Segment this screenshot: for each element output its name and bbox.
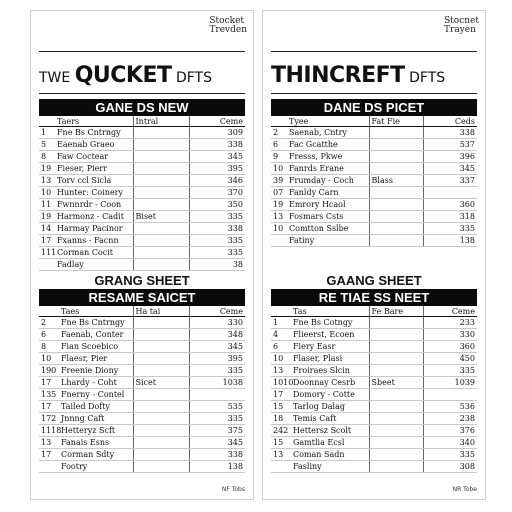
row-name: Fwnnrdr - Coon (55, 199, 133, 211)
row-value: 335 (189, 413, 245, 425)
row-mid (369, 223, 423, 235)
row-number: 6 (271, 341, 291, 353)
corner-line: Stocket (209, 16, 245, 26)
row-value: 376 (423, 425, 477, 437)
row-number: 242 (271, 425, 291, 437)
row-mid (133, 259, 189, 271)
row-name: Fian Scoebico (59, 341, 133, 353)
row-value: 345 (189, 437, 245, 449)
row-mid (369, 139, 423, 151)
row-number: 10 (271, 163, 287, 175)
table-row (271, 235, 477, 247)
row-name: Doonnay Cesrb (291, 377, 369, 389)
sheet-title (271, 63, 477, 89)
row-name: Harmonz - Cadit (55, 211, 133, 223)
section-header: RE TIAE SS NEET (271, 289, 477, 306)
table-row (271, 377, 477, 389)
row-number: 13 (271, 449, 291, 461)
table-row (39, 223, 245, 235)
table-row (39, 353, 245, 365)
row-name: Tailed Dofty (59, 401, 133, 413)
row-number: 135 (39, 389, 59, 401)
table-row (39, 211, 245, 223)
row-mid (133, 223, 189, 235)
row-name: Fasliny (291, 461, 369, 473)
title-main: QUCKET (74, 63, 172, 88)
row-name: Flaesr, Pier (59, 353, 133, 365)
table-row (39, 341, 245, 353)
row-name: Flaser, Plasi (291, 353, 369, 365)
table-row (271, 401, 477, 413)
row-value: 335 (189, 235, 245, 247)
row-name: Tarlog Dalag (291, 401, 369, 413)
table-row (271, 163, 477, 175)
row-number: 13 (39, 437, 59, 449)
row-mid (369, 187, 423, 199)
row-name: Fanais Esns (59, 437, 133, 449)
table-row (39, 329, 245, 341)
section-title: GRANG SHEET (94, 273, 190, 288)
row-mid (133, 187, 189, 199)
row-mid (369, 401, 423, 413)
table-row (39, 127, 245, 139)
row-number: 10 (271, 223, 287, 235)
row-name: Fne Bs Cotngy (291, 317, 369, 329)
row-mid (133, 317, 189, 329)
row-name: Fiery Easr (291, 341, 369, 353)
table-row (271, 223, 477, 235)
col-name: Taes (59, 306, 133, 317)
row-name: Fxanns - Facnn (55, 235, 133, 247)
row-value: 375 (189, 425, 245, 437)
row-value: 337 (423, 175, 477, 187)
row-value: 233 (423, 317, 477, 329)
row-number: 13 (271, 365, 291, 377)
row-mid (369, 389, 423, 401)
row-number: 19 (39, 163, 55, 175)
table-row (271, 317, 477, 329)
sheet-title (39, 63, 245, 89)
row-name: Hunter: Coinery (55, 187, 133, 199)
row-mid (369, 199, 423, 211)
row-number: 111 (41, 248, 57, 257)
row-number (39, 461, 59, 473)
col-number (39, 306, 59, 317)
row-mid (369, 151, 423, 163)
table-header-row (271, 306, 477, 317)
row-name: Hetteryz Scft (59, 425, 133, 437)
table-row (271, 389, 477, 401)
table-row (39, 317, 245, 329)
row-value: 335 (423, 365, 477, 377)
col-number (271, 306, 291, 317)
row-name: Corman Cocit (55, 247, 133, 259)
row-mid (133, 247, 189, 259)
row-mid (369, 365, 423, 377)
row-number: 9 (271, 151, 287, 163)
row-name: Emrory Hcaol (287, 199, 369, 211)
row-number: 17 (39, 401, 59, 413)
row-mid (133, 449, 189, 461)
row-value: 335 (189, 365, 245, 377)
row-value: 537 (423, 139, 477, 151)
col-value: Ceme (189, 306, 245, 317)
divider (39, 51, 245, 52)
row-mid (133, 413, 189, 425)
row-name: Fac Gcatthe (287, 139, 369, 151)
row-value: 345 (189, 151, 245, 163)
row-name: Fatiny (287, 235, 369, 247)
row-number: 8 (39, 151, 55, 163)
score-table (271, 116, 477, 247)
row-mid (133, 139, 189, 151)
table-row (271, 187, 477, 199)
title-suffix: DFTS (171, 70, 212, 86)
row-mid (369, 425, 423, 437)
row-value (423, 187, 477, 199)
table-row (39, 187, 245, 199)
row-value: 338 (189, 139, 245, 151)
row-number: 18 (271, 413, 291, 425)
row-name: Temis Caft (291, 413, 369, 425)
footer-note: NR Tobe (452, 486, 477, 493)
row-value: 335 (423, 223, 477, 235)
row-name: Lhardy - Coht (59, 377, 133, 389)
row-mid (369, 317, 423, 329)
row-mid: Sicet (133, 377, 189, 389)
row-value: 338 (189, 449, 245, 461)
row-mid: Sbeet (369, 377, 423, 389)
row-number: 10 (39, 353, 59, 365)
row-number: 17 (39, 235, 55, 247)
table-row (271, 175, 477, 187)
row-value: 345 (423, 163, 477, 175)
row-value: 1038 (189, 377, 245, 389)
row-mid (369, 413, 423, 425)
row-mid (369, 353, 423, 365)
row-mid (133, 365, 189, 377)
row-value: 238 (423, 413, 477, 425)
row-mid (369, 163, 423, 175)
row-name: Eaenab Graeo (55, 139, 133, 151)
section-header: GANE DS NEW (39, 99, 245, 116)
row-number (271, 461, 291, 473)
corner-line: Trayen (444, 25, 476, 35)
row-mid (133, 353, 189, 365)
table-header-row (271, 116, 477, 127)
row-value: 318 (423, 211, 477, 223)
row-name: Torv ccl Sicla (55, 175, 133, 187)
row-name: Fosmars Csts (287, 211, 369, 223)
row-mid (133, 127, 189, 139)
table-row (39, 413, 245, 425)
row-number: 1118 (41, 426, 62, 435)
row-mid (369, 211, 423, 223)
row-number: 10 (39, 187, 55, 199)
row-number: 13 (271, 211, 287, 223)
row-mid (133, 329, 189, 341)
row-name: Fadlay (55, 259, 133, 271)
row-mid (369, 449, 423, 461)
left-sheet (30, 10, 254, 500)
row-name: Faenab, Conter (59, 329, 133, 341)
section-2 (39, 273, 245, 473)
row-mid (369, 437, 423, 449)
row-name: Corman Sdty (59, 449, 133, 461)
row-name: Coman Sadn (291, 449, 369, 461)
row-value (189, 389, 245, 401)
corner-line: Trevden (209, 25, 247, 35)
row-name: Harmay Pacinor (55, 223, 133, 235)
divider (271, 51, 477, 52)
title-suffix: DFTS (404, 70, 446, 86)
row-number: 14 (39, 223, 55, 235)
row-number: 172 (39, 413, 59, 425)
table-row (39, 437, 245, 449)
table-row (39, 377, 245, 389)
table-row (271, 437, 477, 449)
row-number: 1 (271, 317, 291, 329)
row-mid (133, 235, 189, 247)
row-number: 19 (39, 211, 55, 223)
row-value: 535 (189, 401, 245, 413)
section-header: DANE DS PICET (271, 99, 477, 116)
row-number: 8 (39, 341, 59, 353)
row-name: Domory - Cotte (291, 389, 369, 401)
row-mid (133, 461, 189, 473)
table-row (39, 461, 245, 473)
row-number: 5 (39, 139, 55, 151)
table-row (271, 461, 477, 473)
row-mid (133, 425, 189, 437)
row-number: 11 (39, 199, 55, 211)
section-1 (271, 99, 477, 247)
score-table (39, 306, 245, 473)
row-number (39, 259, 55, 271)
row-name: Hettersz Scolt (291, 425, 369, 437)
score-table (271, 306, 477, 473)
row-mid (133, 199, 189, 211)
row-value: 360 (423, 341, 477, 353)
table-row (271, 139, 477, 151)
col-value: Ceme (423, 306, 477, 317)
table-row (39, 175, 245, 187)
row-mid (133, 163, 189, 175)
score-table (39, 116, 245, 271)
row-name: Frumday - Coch (287, 175, 369, 187)
row-number: 6 (271, 139, 287, 151)
row-number: 1010 (273, 378, 294, 387)
row-value: 345 (189, 341, 245, 353)
table-row (271, 425, 477, 437)
row-name: Flieerst, Ecoen (291, 329, 369, 341)
table-row (271, 211, 477, 223)
table-row (271, 127, 477, 139)
table-row (39, 247, 245, 259)
col-name: Tas (291, 306, 369, 317)
row-mid (369, 235, 423, 247)
col-mid: Fe Bare (369, 306, 423, 317)
row-number (271, 235, 287, 247)
row-value: 370 (189, 187, 245, 199)
right-sheet (262, 10, 486, 500)
table-row (271, 341, 477, 353)
col-mid: Ha tai (133, 306, 189, 317)
row-number: 19 (271, 199, 287, 211)
row-value: 138 (189, 461, 245, 473)
row-mid (369, 329, 423, 341)
row-number: 1 (39, 127, 55, 139)
row-name: Fne Bs Cntrngy (59, 317, 133, 329)
divider (271, 93, 477, 94)
table-row (271, 329, 477, 341)
row-value: 396 (423, 151, 477, 163)
section-title: GAANG SHEET (326, 273, 422, 288)
title-main: THINCREFT (271, 63, 405, 88)
table-row (39, 389, 245, 401)
row-number: 2 (271, 127, 287, 139)
row-value: 38 (189, 259, 245, 271)
row-value: 536 (423, 401, 477, 413)
row-number: 17 (271, 389, 291, 401)
row-value: 309 (189, 127, 245, 139)
col-mid: Intral (133, 116, 189, 127)
col-number (271, 116, 287, 127)
row-name: Fne Bs Cntrngy (55, 127, 133, 139)
row-number: 15 (271, 401, 291, 413)
row-value: 395 (189, 163, 245, 175)
row-number: 39 (271, 175, 287, 187)
table-row (39, 449, 245, 461)
row-number: 10 (271, 353, 291, 365)
table-row (271, 199, 477, 211)
row-number: 6 (39, 329, 59, 341)
row-value: 338 (423, 127, 477, 139)
row-value: 395 (189, 353, 245, 365)
corner-label (444, 17, 479, 35)
row-value: 346 (189, 175, 245, 187)
row-value: 340 (423, 437, 477, 449)
row-name: Comtton Sslbe (287, 223, 369, 235)
row-name: Fieser, Pierr (55, 163, 133, 175)
row-name: Saenab, Cntry (287, 127, 369, 139)
row-number: 13 (39, 175, 55, 187)
row-value: 360 (423, 199, 477, 211)
divider (39, 93, 245, 94)
row-value: 330 (423, 329, 477, 341)
row-number: 07 (271, 187, 287, 199)
table-row (271, 365, 477, 377)
row-value: 1039 (423, 377, 477, 389)
row-number: 4 (271, 329, 291, 341)
row-number: 190 (39, 365, 59, 377)
row-name: Gamtlia Ecsl (291, 437, 369, 449)
table-row (39, 139, 245, 151)
row-number: 17 (39, 377, 59, 389)
row-mid (369, 127, 423, 139)
col-value: Ceds (423, 116, 477, 127)
row-name: Fanrds Erane (287, 163, 369, 175)
table-row (39, 235, 245, 247)
corner-line: Stocnet (444, 16, 479, 26)
row-name: Faw Coctear (55, 151, 133, 163)
row-name: Fnerny - Contel (59, 389, 133, 401)
row-number: 17 (39, 449, 59, 461)
table-row (39, 425, 245, 437)
table-row (271, 353, 477, 365)
table-row (39, 163, 245, 175)
section-header: RESAME SAICET (39, 289, 245, 306)
row-mid (369, 461, 423, 473)
table-header-row (39, 116, 245, 127)
table-row (271, 151, 477, 163)
row-mid (133, 389, 189, 401)
row-name: Fresss, Pkwe (287, 151, 369, 163)
row-mid: Biset (133, 211, 189, 223)
row-mid: Blass (369, 175, 423, 187)
row-value: 450 (423, 353, 477, 365)
table-row (39, 365, 245, 377)
section-2 (271, 273, 477, 473)
table-row (271, 449, 477, 461)
row-value: 335 (189, 211, 245, 223)
table-row (39, 259, 245, 271)
table-row (39, 199, 245, 211)
row-name: Froiraes Slcin (291, 365, 369, 377)
row-value (423, 389, 477, 401)
row-value: 138 (423, 235, 477, 247)
table-header-row (39, 306, 245, 317)
table-row (39, 401, 245, 413)
col-number (39, 116, 55, 127)
row-value: 335 (189, 247, 245, 259)
title-prefix: TWE (39, 70, 75, 86)
row-name: Fanldy Carn (287, 187, 369, 199)
row-mid (133, 151, 189, 163)
col-name: Tyee (287, 116, 369, 127)
row-number: 15 (271, 437, 291, 449)
row-number: 2 (39, 317, 59, 329)
row-mid (133, 437, 189, 449)
row-value: 348 (189, 329, 245, 341)
row-value: 308 (423, 461, 477, 473)
row-name: Jnnng Caft (59, 413, 133, 425)
row-name: Freenie Diony (59, 365, 133, 377)
col-mid: Fat Fie (369, 116, 423, 127)
row-value: 350 (189, 199, 245, 211)
col-name: Taers (55, 116, 133, 127)
row-mid (133, 401, 189, 413)
section-1 (39, 99, 245, 271)
footer-note: NF Tobs (221, 486, 245, 493)
row-value: 330 (189, 317, 245, 329)
row-mid (133, 341, 189, 353)
row-value: 338 (189, 223, 245, 235)
row-value: 335 (423, 449, 477, 461)
row-mid (133, 175, 189, 187)
col-value: Ceme (189, 116, 245, 127)
row-name: Footry (59, 461, 133, 473)
row-mid (369, 341, 423, 353)
corner-label (209, 17, 247, 35)
table-row (271, 413, 477, 425)
table-row (39, 151, 245, 163)
